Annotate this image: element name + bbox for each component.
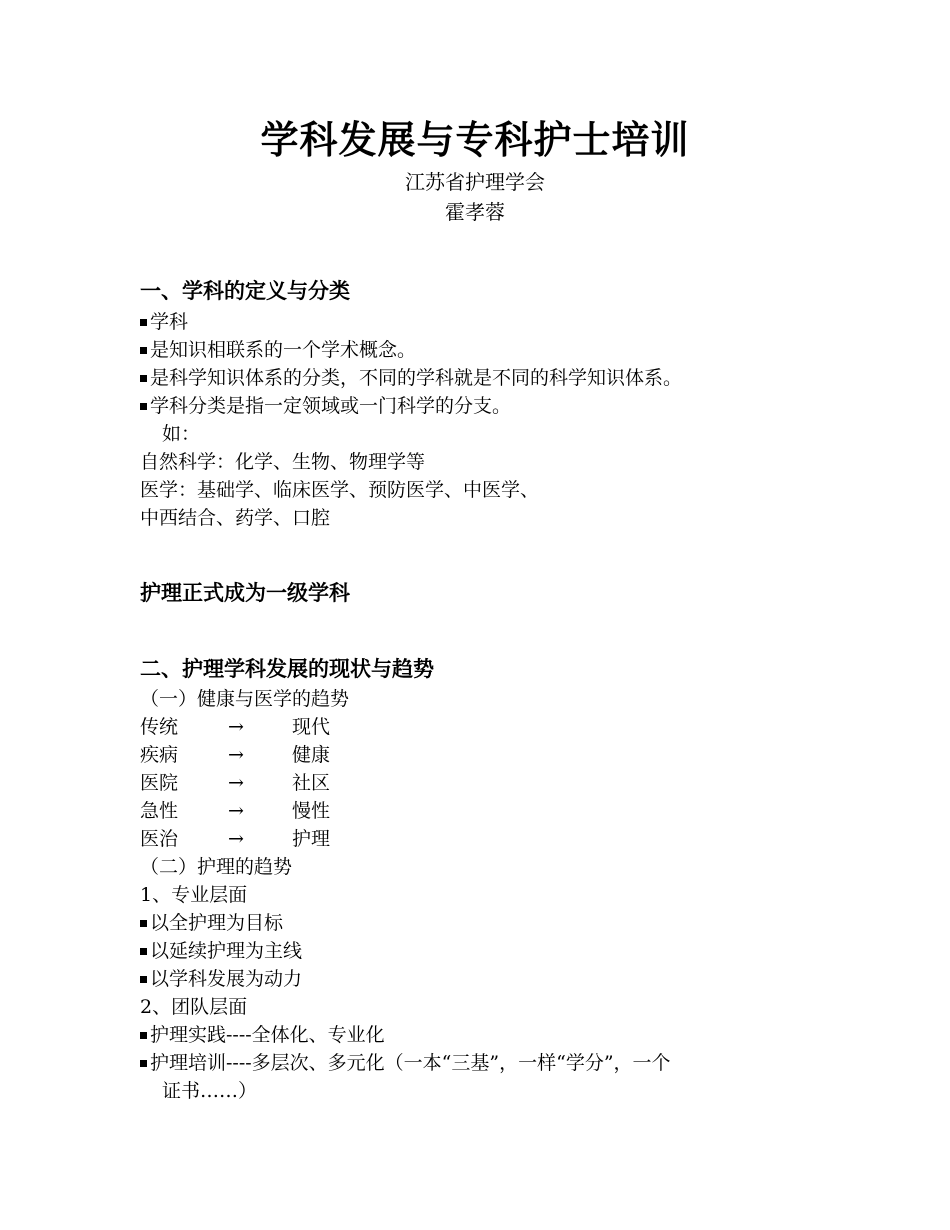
- bullet-square-icon: [140, 319, 147, 326]
- subsection-heading: （一）健康与医学的趋势: [140, 688, 350, 710]
- level-heading: 1、专业层面: [140, 884, 248, 906]
- section2-heading: 二、护理学科发展的现状与趋势: [140, 657, 434, 681]
- arrow-right-icon: →: [228, 716, 244, 738]
- bullet-item: 护理实践----全体化、专业化: [140, 1021, 385, 1049]
- bullet-square-icon: [140, 948, 147, 955]
- bullet-square-icon: [140, 976, 147, 983]
- bullet-square-icon: [140, 375, 147, 382]
- arrow-right-icon: →: [228, 772, 244, 794]
- bullet-square-icon: [140, 403, 147, 410]
- text-line: 中西结合、药学、口腔: [140, 507, 331, 529]
- author-name: 霍孝蓉: [445, 200, 505, 224]
- bullet-item: 护理培训----多层次、多元化（一本“三基”，一样“学分”，一个: [140, 1049, 671, 1077]
- bullet-square-icon: [140, 920, 147, 927]
- arrow-right-icon: →: [228, 828, 244, 850]
- section1-heading: 一、学科的定义与分类: [140, 279, 350, 303]
- bullet-square-icon: [140, 347, 147, 354]
- bullet-item: 以学科发展为动力: [140, 965, 302, 993]
- text-line: 医学：基础学、临床医学、预防医学、中医学、: [140, 479, 540, 501]
- bullet-item: 以全护理为目标: [140, 909, 283, 937]
- document-page: 学科发展与专科护士培训 江苏省护理学会 霍孝蓉 一、学科的定义与分类 学科 是知识相联系的一个学术概念。 是科学知识体系的分类，不同的学科就是不同的科学知识体系。 学科分类是指一定领域或一门科学的分支。 如： 自然科学：化学、生物、物理学等 医学：基础学、临床医学、预防医学、中医学、 中西结合、药学、口腔 护理正式成为一级学科 二、护理学科发展的现状与趋势 （一）健康与医学的趋势 传统 → 现代 疾病 → 健康 医院 → 社区 急性 → 慢性 医治 → 护理 （二）护理的趋势 1、专业层面 以全护理为目标 以延续护理为主线 以学科发展为动力 2、团队层面 护理实践----全体化、专业化 护理培训----多层次、多元化（一本“三基”，一样“学分”，一个 证书……）: [0, 0, 950, 1230]
- arrow-right-icon: →: [228, 800, 244, 822]
- text-line: 自然科学：化学、生物、物理学等: [140, 451, 426, 473]
- document-title: 学科发展与专科护士培训: [260, 118, 690, 162]
- bullet-item: 是科学知识体系的分类，不同的学科就是不同的科学知识体系。: [140, 364, 682, 392]
- bullet-item: 以延续护理为主线: [140, 937, 302, 965]
- organization-name: 江苏省护理学会: [405, 170, 545, 194]
- subsection-heading: （二）护理的趋势: [140, 856, 293, 878]
- level-heading: 2、团队层面: [140, 996, 248, 1018]
- bullet-square-icon: [140, 1032, 147, 1039]
- statement-heading: 护理正式成为一级学科: [140, 581, 350, 605]
- arrow-right-icon: →: [228, 744, 244, 766]
- bullet-item: 学科: [140, 308, 188, 336]
- bullet-square-icon: [140, 1060, 147, 1067]
- text-line: 证书……）: [162, 1080, 258, 1102]
- bullet-item: 是知识相联系的一个学术概念。: [140, 336, 416, 364]
- example-label: 如：: [162, 423, 201, 445]
- bullet-item: 学科分类是指一定领域或一门科学的分支。: [140, 392, 511, 420]
